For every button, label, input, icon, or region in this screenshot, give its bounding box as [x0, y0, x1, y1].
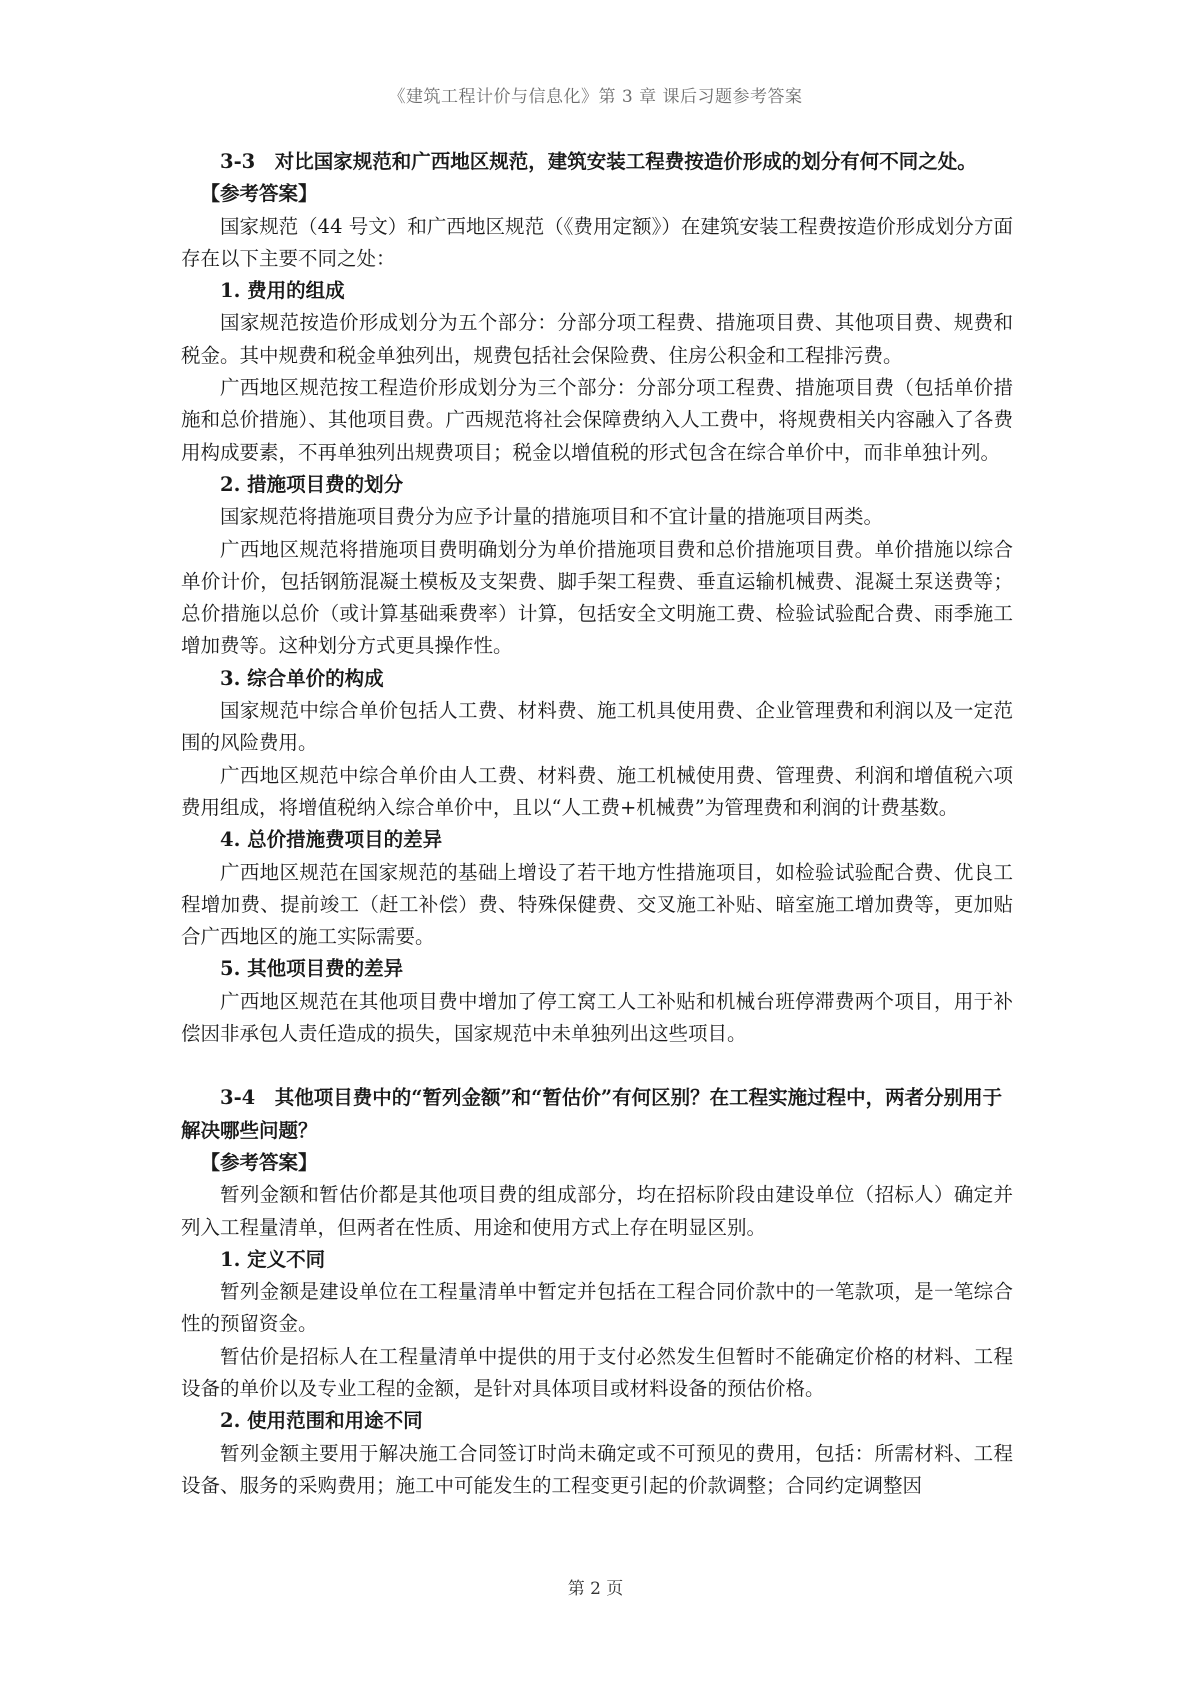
question-3-4: 3-4 其他项目费中的“暂列金额”和“暂估价”有何区别？在工程实施过程中，两者分别用于解决哪些问题？ [181, 1086, 1003, 1142]
paragraph: 广西地区规范在国家规范的基础上增设了若干地方性措施项目，如检验试验配合费、优良工程增加费、提前竣工（赶工补偿）费、特殊保健费、交叉施工补贴、暗室施工增加费等，更加贴合广西地区的施工实际需要。 [181, 860, 1013, 949]
subheading: 2. 措施项目费的划分 [220, 472, 404, 496]
subheading: 2. 使用范围和用途不同 [220, 1409, 423, 1433]
paragraph: 暂列金额是建设单位在工程量清单中暂定并包括在工程合同价款中的一笔款项，是一笔综合性的预留资金。 [181, 1280, 1013, 1336]
answer-label: 【参考答案】 [200, 182, 318, 206]
paragraph: 国家规范中综合单价包括人工费、材料费、施工机具使用费、企业管理费和利润以及一定范围的风险费用。 [181, 699, 1013, 755]
page-number: 第 2 页 [567, 1579, 624, 1599]
page-content [181, 146, 1013, 1502]
paragraph: 广西地区规范按工程造价形成划分为三个部分：分部分项工程费、措施项目费（包括单价措施和总价措施）、其他项目费。广西规范将社会保障费纳入人工费中，将规费相关内容融入了各费用构成要素，不再单独列出规费项目；税金以增值税的形式包含在综合单价中，而非单独计列。 [181, 376, 1013, 464]
paragraph: 暂列金额主要用于解决施工合同签订时尚未确定或不可预见的费用，包括：所需材料、工程设备、服务的采购费用；施工中可能发生的工程变更引起的价款调整；合同约定调整因 [181, 1441, 1013, 1497]
answer-label: 【参考答案】 [200, 1150, 318, 1174]
running-header: 《建筑工程计价与信息化》第 3 章 课后习题参考答案 [388, 87, 803, 107]
subheading: 1. 费用的组成 [220, 279, 345, 303]
paragraph: 广西地区规范在其他项目费中增加了停工窝工人工补贴和机械台班停滞费两个项目，用于补偿因非承包人责任造成的损失，国家规范中未单独列出这些项目。 [181, 989, 1013, 1046]
subheading: 5. 其他项目费的差异 [220, 957, 404, 981]
paragraph: 国家规范按造价形成划分为五个部分：分部分项工程费、措施项目费、其他项目费、规费和税金。其中规费和税金单独列出，规费包括社会保险费、住房公积金和工程排污费。 [181, 311, 1013, 367]
paragraph: 暂列金额和暂估价都是其他项目费的组成部分，均在招标阶段由建设单位（招标人）确定并列入工程量清单，但两者在性质、用途和使用方式上存在明显区别。 [181, 1183, 1013, 1239]
subheading: 4. 总价措施费项目的差异 [220, 828, 443, 852]
subheading: 3. 综合单价的构成 [220, 666, 384, 690]
question-3-3: 3-3 对比国家规范和广西地区规范，建筑安装工程费按造价形成的划分有何不同之处。 [220, 150, 977, 173]
paragraph: 国家规范（44 号文）和广西地区规范（《费用定额》）在建筑安装工程费按造价形成划分方面存在以下主要不同之处： [181, 214, 1013, 270]
paragraph: 广西地区规范将措施项目费明确划分为单价措施项目费和总价措施项目费。单价措施以综合单价计价，包括钢筋混凝土模板及支架费、脚手架工程费、垂直运输机械费、混凝土泵送费等；总价措施以总价（或计算基础乘费率）计算，包括安全文明施工费、检验试验配合费、雨季施工增加费等。这种划分方式更具操作性。 [181, 537, 1013, 658]
section-gap [181, 1050, 1013, 1082]
paragraph: 暂估价是招标人在工程量清单中提供的用于支付必然发生但暂时不能确定价格的材料、工程设备的单价以及专业工程的金额，是针对具体项目或材料设备的预估价格。 [181, 1344, 1013, 1400]
subheading: 1. 定义不同 [220, 1247, 326, 1271]
paragraph: 国家规范将措施项目费分为应予计量的措施项目和不宜计量的措施项目两类。 [220, 505, 884, 529]
paragraph: 广西地区规范中综合单价由人工费、材料费、施工机械使用费、管理费、利润和增值税六项费用组成，将增值税纳入综合单价中，且以“人工费+机械费”为管理费和利润的计费基数。 [181, 763, 1013, 819]
